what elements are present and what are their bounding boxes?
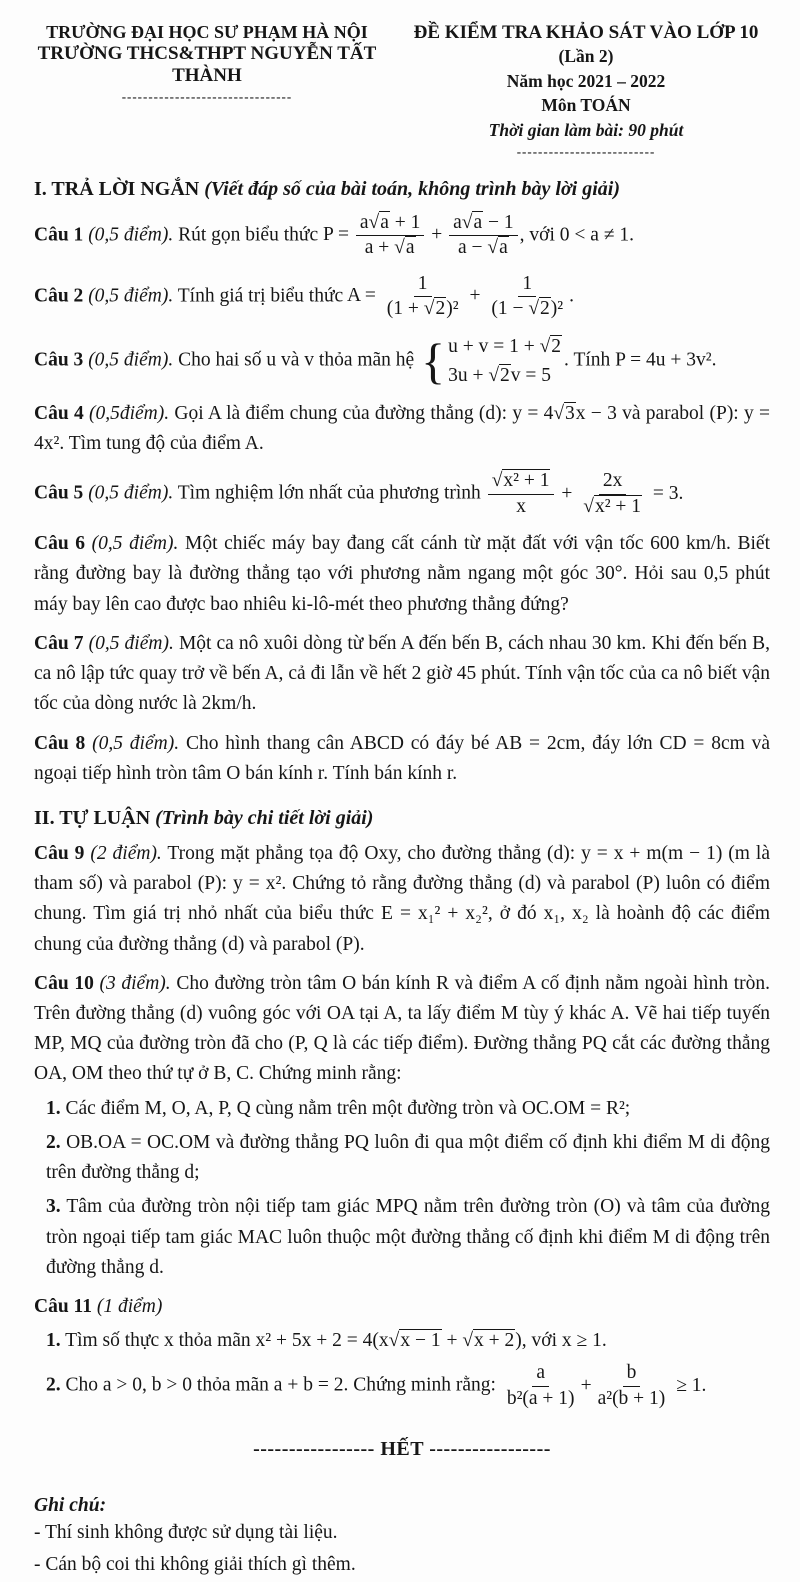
question-label: Câu 2 — [34, 285, 84, 307]
question-9 — [34, 839, 770, 960]
math-text: a − — [458, 237, 488, 259]
question-text: . — [569, 285, 574, 307]
fraction-numerator — [356, 211, 425, 236]
formula — [501, 1362, 707, 1409]
radicand: 2 — [500, 364, 510, 386]
question-text: Tìm nghiệm lớn nhất của phương trình — [177, 482, 481, 504]
formula-lhs: A = — [347, 285, 376, 307]
radicand: 3 — [565, 403, 575, 424]
fraction — [594, 1361, 670, 1411]
formula-lhs: P = — [322, 224, 349, 246]
section-2-subtitle: (Trình bày chi tiết lời giải) — [155, 806, 374, 829]
exam-round: (Lần 2) — [558, 46, 614, 66]
sqrt — [583, 495, 642, 517]
question-label: Câu 9 — [34, 842, 85, 864]
fraction-numerator — [488, 469, 555, 494]
question-label: Câu 8 — [34, 732, 86, 754]
math-text: u + v = 1 + — [448, 335, 540, 357]
math-text: − 1 — [483, 212, 514, 233]
notes-title: Ghi chú: — [34, 1495, 107, 1517]
item-text: Các điểm M, O, A, P, Q cùng nằm trên một đường tròn và OC.OM = R²; — [65, 1097, 631, 1119]
radicand: x + 2 — [474, 1330, 515, 1352]
question-label: Câu 3 — [34, 349, 84, 371]
math-text: 3u + — [448, 364, 489, 386]
school-name-line1: TRƯỜNG ĐẠI HỌC SƯ PHẠM HÀ NỘI — [46, 22, 368, 42]
fraction-denominator: a²(b + 1) — [597, 1387, 666, 1409]
math-text: a — [359, 212, 369, 233]
fraction-numerator: 1 — [518, 272, 536, 297]
question-1 — [34, 210, 770, 262]
end-dashes-left: ----------------- — [253, 1438, 375, 1461]
math-text: ), với x ≥ 1. — [515, 1330, 607, 1352]
system-lines — [448, 332, 562, 391]
question-11-item-2 — [34, 1360, 770, 1412]
system-line — [448, 361, 562, 390]
formula — [322, 212, 520, 259]
math-text: = 3. — [652, 482, 684, 504]
fraction — [487, 272, 567, 322]
math-operator: + — [580, 1374, 592, 1396]
question-text: . Tính — [564, 349, 611, 371]
radicand: x² + 1 — [594, 495, 642, 517]
sqrt — [389, 1329, 442, 1351]
question-label: Câu 4 — [34, 403, 84, 424]
formula — [347, 272, 569, 320]
question-text: Tính giá trị biểu thức — [177, 285, 344, 307]
question-points: (0,5 điểm). — [88, 349, 174, 371]
sqrt — [462, 1329, 515, 1351]
math-text: ≥ 1. — [676, 1374, 707, 1396]
radicand: x² + 1 — [503, 470, 550, 492]
end-dashes-right: ----------------- — [429, 1438, 551, 1461]
question-label: Câu 1 — [34, 224, 84, 246]
question-label: Câu 7 — [34, 632, 84, 654]
sqrt — [462, 211, 483, 233]
question-points: (0,5 điểm). — [91, 533, 179, 555]
question-points: (0,5 điểm). — [88, 632, 174, 654]
section-2-title: II. TỰ LUẬN — [34, 806, 151, 829]
math-text: )² — [550, 298, 564, 320]
sqrt — [528, 297, 550, 319]
math-text: )² — [446, 298, 459, 320]
question-text: Gọi A là điểm chung của đường thẳng (d): y = 4 — [174, 403, 554, 424]
radicand: 2 — [435, 298, 446, 320]
question-label: Câu 10 — [34, 972, 94, 994]
item-number: 1. — [46, 1097, 61, 1119]
equation-system — [421, 332, 562, 391]
formula — [486, 470, 684, 517]
question-text: Một chiếc máy bay đang cất cánh từ mặt đất với vận tốc 600 km/h. Biết rằng đường bay là đường thẳng tạo với phương nằm ngang một góc 30°. Hỏi sau 0,5 phút máy bay lên cao được bao nhiêu ki-lô-mét theo phương thẳng đứng? — [34, 533, 771, 615]
question-points: (0,5 điểm). — [88, 482, 174, 504]
radicand: 2 — [540, 298, 550, 320]
fraction-numerator: 2x — [599, 469, 627, 494]
fraction-denominator — [361, 236, 420, 260]
fraction-denominator: b²(a + 1) — [506, 1387, 575, 1409]
fraction-denominator — [454, 236, 513, 260]
sqrt-icon: √ — [388, 1330, 400, 1352]
school-name-line2: TRƯỜNG THCS&THPT NGUYỄN TẤT THÀNH — [37, 43, 377, 86]
fraction-denominator — [579, 495, 646, 519]
section-1-heading — [34, 178, 770, 201]
notes-block — [34, 1495, 770, 1581]
question-11-item-1 — [34, 1326, 770, 1356]
question-points: (0,5điểm). — [88, 403, 170, 424]
note-line-1: - Thí sinh không được sử dụng tài liệu. — [34, 1522, 338, 1544]
school-divider-dashes: -------------------------------- — [121, 89, 293, 104]
radicand: a — [380, 212, 389, 233]
item-number: 1. — [46, 1330, 61, 1352]
question-6 — [34, 529, 770, 620]
system-line — [448, 332, 562, 361]
question-label: Câu 5 — [34, 482, 84, 504]
sqrt — [540, 335, 562, 357]
item-text: OB.OA = OC.OM và đường thẳng PQ luôn đi qua một điểm cố định khi điểm M di động trên đường thẳng d; — [46, 1131, 771, 1184]
question-10-item-3 — [34, 1192, 770, 1283]
question-3 — [34, 332, 770, 391]
exam-title: ĐỀ KIỂM TRA KHẢO SÁT VÀO LỚP 10 — [413, 22, 759, 43]
question-text: Một ca nô xuôi dòng từ bến A đến bến B, cách nhau 30 km. Khi đến bến B, ca nô lập tức quay trở về bến A, cả đi lẫn về hết 2 giờ 45 phút. Tính vận tốc của ca nô biết vận tốc của dòng nước là 2km/h. — [34, 632, 771, 715]
math-text: (1 + — [386, 298, 424, 320]
question-points: (2 điểm). — [90, 842, 162, 864]
sqrt — [553, 402, 575, 424]
math-operator: + — [431, 224, 443, 246]
header — [34, 22, 770, 160]
question-text: Cho đường tròn tâm O bán kính R và điểm A cố định nằm ngoài hình tròn. Trên đường thẳng (d) vuông góc với OA tại A, ta lấy điểm M tùy ý khác A. Vẽ hai tiếp tuyến MP, MQ của đường tròn đã cho (P, Q là các tiếp điểm). Đường thẳng PQ cắt các đường thẳng OA, OM theo thứ tự ở B, C. Chứng minh rằng: — [34, 972, 771, 1085]
question-10-item-1 — [34, 1094, 770, 1124]
question-11 — [34, 1292, 770, 1322]
question-points: (3 điểm). — [99, 972, 171, 994]
math-text: + 1 — [389, 212, 421, 233]
brace-icon: { — [421, 332, 446, 389]
sqrt — [394, 236, 415, 258]
exam-subject: Môn TOÁN — [541, 95, 631, 115]
sqrt — [369, 211, 390, 233]
question-points: (1 điểm) — [96, 1296, 163, 1317]
sqrt-icon: √ — [394, 237, 405, 259]
sqrt-icon: √ — [488, 364, 500, 386]
item-number: 2. — [46, 1131, 61, 1153]
item-number: 3. — [46, 1196, 61, 1218]
section-1-subtitle: (Viết đáp số của bài toán, không trình bày lời giải) — [204, 178, 621, 200]
question-label: Câu 11 — [34, 1296, 92, 1317]
fraction-denominator — [487, 297, 567, 321]
question-points: (0,5 điểm). — [88, 224, 174, 246]
question-2 — [34, 271, 770, 323]
sqrt — [488, 364, 510, 386]
sqrt — [492, 469, 551, 491]
item-text: Cho a > 0, b > 0 thỏa mãn a + b = 2. Chứng minh rằng: — [65, 1374, 496, 1396]
item-text: Tâm của đường tròn nội tiếp tam giác MPQ nằm trên đường tròn (O) và tâm của đường tròn ngoại tiếp tam giác MAC luôn thuộc một đường thẳng cố định khi điểm M di động trên đường thẳng d. — [46, 1196, 770, 1278]
fraction — [449, 211, 518, 261]
radicand: 2 — [551, 335, 562, 357]
fraction — [383, 272, 463, 322]
fraction-numerator: a — [532, 1361, 549, 1386]
radicand: a — [405, 237, 415, 259]
fraction — [356, 211, 425, 261]
fraction-denominator — [383, 297, 463, 321]
question-text: , với 0 < a ≠ 1. — [519, 224, 634, 246]
fraction — [579, 469, 646, 519]
section-1-title: I. TRẢ LỜI NGẮN — [34, 178, 200, 200]
sqrt-icon: √ — [487, 237, 499, 259]
math-operator: + — [469, 285, 481, 307]
question-10 — [34, 969, 770, 1090]
question-8 — [34, 729, 770, 789]
note-line-2: - Cán bộ coi thi không giải thích gì thêm. — [34, 1554, 356, 1576]
math-text: a — [453, 212, 462, 233]
question-4 — [34, 399, 770, 459]
question-label: Câu 6 — [34, 533, 86, 555]
sqrt-icon: √ — [368, 212, 380, 233]
item-text: Tìm số thực x thỏa mãn — [65, 1330, 251, 1352]
formula: P = 4u + 3v². — [615, 349, 717, 371]
sqrt-icon: √ — [461, 212, 473, 233]
radicand: x − 1 — [400, 1330, 441, 1352]
sqrt — [424, 297, 446, 319]
question-5 — [34, 468, 770, 520]
radicand: a — [473, 212, 483, 233]
exam-year: Năm học 2021 – 2022 — [506, 70, 666, 91]
question-points: (0,5 điểm). — [88, 285, 174, 307]
question-7 — [34, 629, 770, 720]
fraction-numerator: b — [623, 1361, 641, 1386]
question-10-item-2 — [34, 1128, 770, 1188]
fraction-denominator: x — [516, 495, 526, 517]
fraction — [488, 469, 555, 519]
header-school-block — [34, 22, 380, 105]
sqrt-icon: √ — [539, 335, 551, 357]
question-points: (0,5 điểm). — [92, 732, 180, 754]
sqrt-icon: √ — [462, 1330, 474, 1352]
question-text: Cho hai số u và v thỏa mãn hệ — [178, 349, 415, 371]
fraction-numerator: 1 — [414, 272, 432, 297]
math-text: v = 5 — [510, 364, 552, 386]
question-text: Rút gọn biểu thức — [178, 224, 319, 246]
math-text: (1 − — [491, 298, 529, 320]
question-text: Cho hình thang cân ABCD có đáy bé AB = 2cm, đáy lớn CD = 8cm và ngoại tiếp hình tròn tâm O bán kính r. Tính bán kính r. — [34, 732, 771, 784]
exam-duration: Thời gian làm bài: 90 phút — [488, 119, 684, 140]
end-divider — [34, 1438, 770, 1461]
formula — [256, 1329, 607, 1351]
sqrt-icon: √ — [528, 298, 540, 320]
sqrt-icon: √ — [583, 495, 594, 517]
sqrt-icon: √ — [553, 403, 565, 424]
section-2-heading — [34, 807, 770, 830]
math-text: x² + 5x + 2 = 4(x — [255, 1330, 389, 1352]
math-text: a + — [364, 237, 395, 259]
item-number: 2. — [46, 1374, 61, 1396]
fraction — [503, 1361, 579, 1411]
sqrt — [487, 236, 508, 258]
end-label: HẾT — [380, 1438, 424, 1461]
math-operator: + — [441, 1330, 463, 1352]
question-text: x − 3 và parabol (P): y = 4x². Tìm tung độ của điểm A. — [34, 403, 771, 455]
question-text: Trong mặt phẳng tọa độ Oxy, cho đường thẳng (d): y = x + m(m − 1) (m là tham số) và parabol (P): y = x². Chứng tỏ rằng đường thẳng (d) và parabol (P) luôn có điểm chung. Tìm giá trị nhỏ nhất của biểu thức E = x₁² + x₂², ở đó x₁, x₂ là hoành độ các điểm chung của đường thẳng (d) và parabol (P). — [34, 842, 770, 955]
radicand: a — [499, 237, 508, 259]
sqrt-icon: √ — [423, 298, 435, 320]
fraction-numerator — [449, 211, 518, 236]
math-operator: + — [561, 482, 573, 504]
exam-divider-dashes: -------------------------- — [516, 144, 656, 159]
header-exam-block — [402, 22, 770, 160]
sqrt-icon: √ — [491, 470, 503, 492]
